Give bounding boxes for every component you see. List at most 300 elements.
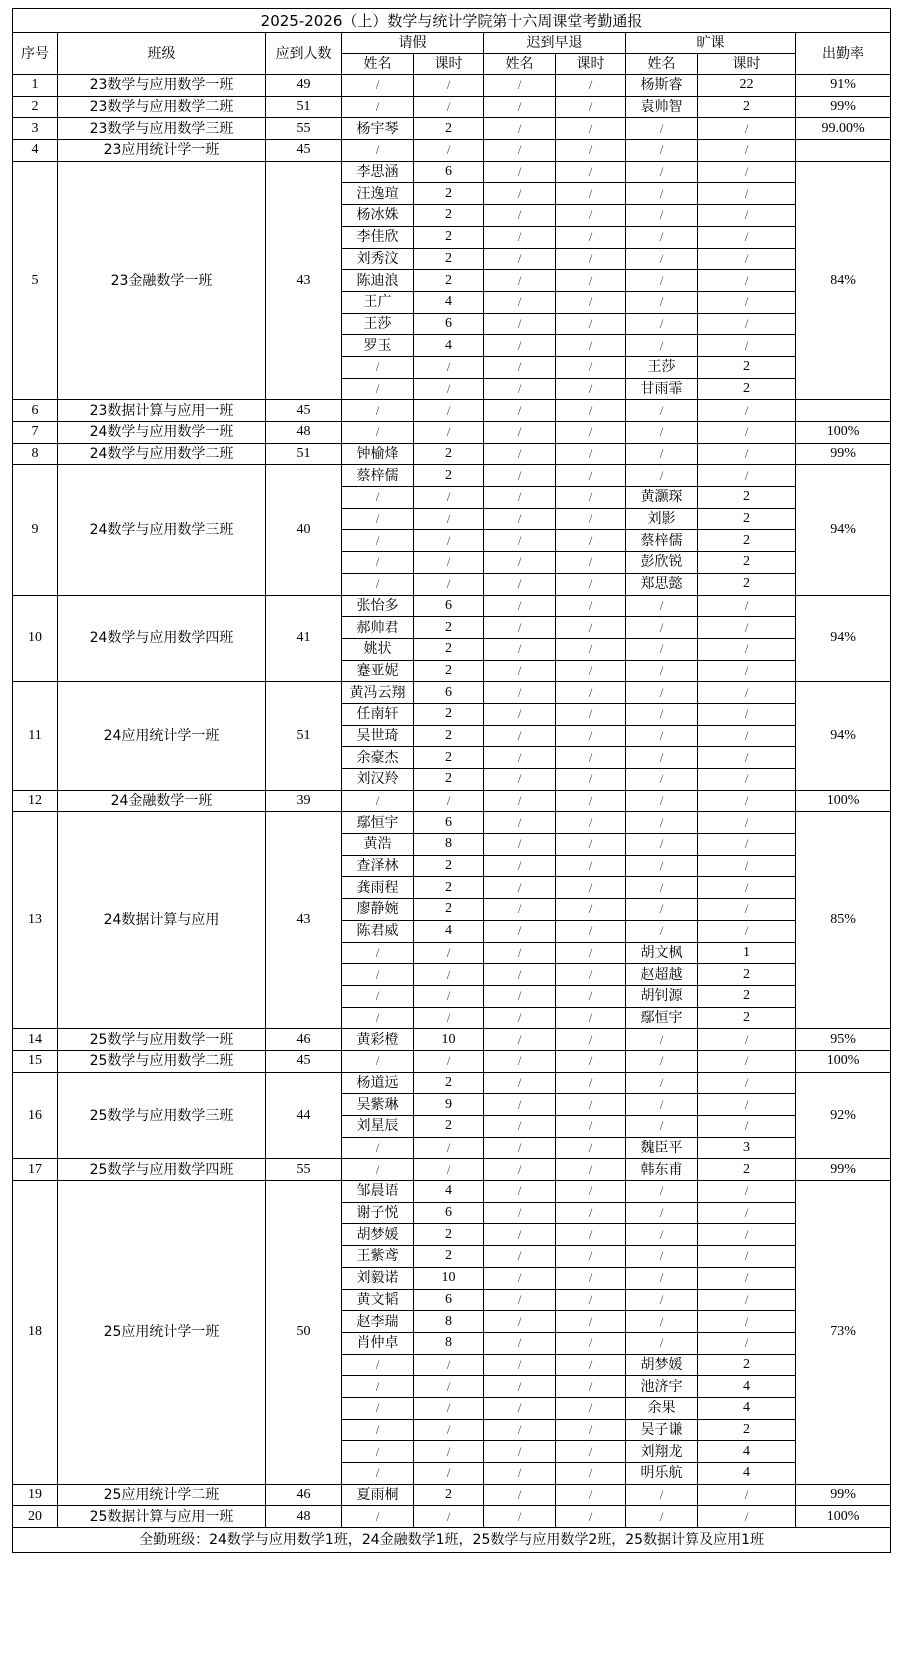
leave-name-cell: 肖仲卓 bbox=[342, 1332, 414, 1354]
leave-hours-cell: 2 bbox=[414, 205, 484, 227]
late-hours-cell: / bbox=[556, 790, 626, 812]
leave-hours-cell: 2 bbox=[414, 183, 484, 205]
no-cell: 18 bbox=[13, 1181, 58, 1485]
late-hours-cell: / bbox=[556, 1441, 626, 1463]
leave-name-cell: 黄文韬 bbox=[342, 1289, 414, 1311]
no-cell: 7 bbox=[13, 422, 58, 444]
table-row bbox=[13, 422, 891, 444]
late-name-cell: / bbox=[484, 1116, 556, 1138]
absent-hours-cell: / bbox=[698, 855, 796, 877]
absent-hours-cell: 2 bbox=[698, 985, 796, 1007]
late-name-cell: / bbox=[484, 465, 556, 487]
leave-name-cell: / bbox=[342, 1397, 414, 1419]
leave-name-cell: 邹晨语 bbox=[342, 1181, 414, 1203]
late-hours-cell: / bbox=[556, 400, 626, 422]
leave-hours-cell: / bbox=[414, 487, 484, 509]
class-cell: 23数学与应用数学一班 bbox=[58, 75, 266, 97]
absent-name-cell: / bbox=[626, 422, 698, 444]
no-cell: 1 bbox=[13, 75, 58, 97]
leave-hours-cell: / bbox=[414, 1050, 484, 1072]
late-name-cell: / bbox=[484, 552, 556, 574]
table-body bbox=[13, 9, 891, 1553]
leave-name-cell: 蔡梓儒 bbox=[342, 465, 414, 487]
late-hours-cell: / bbox=[556, 1007, 626, 1029]
leave-name-cell: / bbox=[342, 985, 414, 1007]
absent-name-cell: / bbox=[626, 1029, 698, 1051]
late-hours-cell: / bbox=[556, 270, 626, 292]
absent-name-cell: 胡梦媛 bbox=[626, 1354, 698, 1376]
absent-hours-cell: / bbox=[698, 877, 796, 899]
absent-name-cell: / bbox=[626, 1289, 698, 1311]
late-name-cell: / bbox=[484, 1224, 556, 1246]
late-name-cell: / bbox=[484, 508, 556, 530]
absent-hours-cell: 22 bbox=[698, 75, 796, 97]
leave-name-cell: 刘毅诺 bbox=[342, 1267, 414, 1289]
absent-name-cell: / bbox=[626, 1246, 698, 1268]
late-name-cell: / bbox=[484, 1332, 556, 1354]
leave-name-cell: 余豪杰 bbox=[342, 747, 414, 769]
absent-name-cell: 魏臣平 bbox=[626, 1137, 698, 1159]
header-expected: 应到人数 bbox=[266, 33, 342, 75]
header-late: 迟到早退 bbox=[484, 33, 626, 54]
leave-name-cell: / bbox=[342, 1137, 414, 1159]
late-hours-cell: / bbox=[556, 1289, 626, 1311]
leave-name-cell: / bbox=[342, 1159, 414, 1181]
leave-hours-cell: 2 bbox=[414, 118, 484, 140]
leave-hours-cell: 2 bbox=[414, 899, 484, 921]
late-hours-cell: / bbox=[556, 422, 626, 444]
leave-hours-cell: 2 bbox=[414, 769, 484, 791]
header-absent: 旷课 bbox=[626, 33, 796, 54]
rate-cell: 91% bbox=[796, 75, 891, 97]
late-name-cell: / bbox=[484, 617, 556, 639]
expected-cell: 45 bbox=[266, 1050, 342, 1072]
header-absent-name: 姓名 bbox=[626, 54, 698, 75]
leave-name-cell: 陈君威 bbox=[342, 920, 414, 942]
expected-cell: 41 bbox=[266, 595, 342, 682]
absent-hours-cell: / bbox=[698, 248, 796, 270]
header-leave: 请假 bbox=[342, 33, 484, 54]
absent-name-cell: / bbox=[626, 899, 698, 921]
late-name-cell: / bbox=[484, 1463, 556, 1485]
table-row bbox=[13, 400, 891, 422]
absent-hours-cell: / bbox=[698, 660, 796, 682]
leave-hours-cell: 10 bbox=[414, 1267, 484, 1289]
leave-hours-cell: 9 bbox=[414, 1094, 484, 1116]
late-name-cell: / bbox=[484, 422, 556, 444]
late-name-cell: / bbox=[484, 1311, 556, 1333]
late-name-cell: / bbox=[484, 595, 556, 617]
late-name-cell: / bbox=[484, 964, 556, 986]
expected-cell: 46 bbox=[266, 1484, 342, 1506]
table-row bbox=[13, 1506, 891, 1528]
expected-cell: 48 bbox=[266, 1506, 342, 1528]
leave-hours-cell: / bbox=[414, 75, 484, 97]
absent-hours-cell: / bbox=[698, 291, 796, 313]
late-name-cell: / bbox=[484, 638, 556, 660]
late-name-cell: / bbox=[484, 1029, 556, 1051]
absent-hours-cell: / bbox=[698, 1202, 796, 1224]
late-name-cell: / bbox=[484, 1094, 556, 1116]
leave-name-cell: 罗玉 bbox=[342, 335, 414, 357]
table-row bbox=[13, 1072, 891, 1094]
expected-cell: 55 bbox=[266, 118, 342, 140]
absent-name-cell: / bbox=[626, 790, 698, 812]
leave-name-cell: / bbox=[342, 1050, 414, 1072]
absent-hours-cell: / bbox=[698, 1094, 796, 1116]
absent-hours-cell: / bbox=[698, 1029, 796, 1051]
header-leave-name: 姓名 bbox=[342, 54, 414, 75]
absent-hours-cell: / bbox=[698, 725, 796, 747]
no-cell: 5 bbox=[13, 161, 58, 400]
rate-cell bbox=[796, 140, 891, 162]
no-cell: 17 bbox=[13, 1159, 58, 1181]
absent-name-cell: / bbox=[626, 725, 698, 747]
leave-hours-cell: 2 bbox=[414, 1072, 484, 1094]
late-hours-cell: / bbox=[556, 855, 626, 877]
leave-name-cell: 张怡多 bbox=[342, 595, 414, 617]
no-cell: 13 bbox=[13, 812, 58, 1029]
late-name-cell: / bbox=[484, 487, 556, 509]
leave-name-cell: / bbox=[342, 942, 414, 964]
table-row bbox=[13, 1050, 891, 1072]
leave-hours-cell: / bbox=[414, 552, 484, 574]
no-cell: 14 bbox=[13, 1029, 58, 1051]
rate-cell: 73% bbox=[796, 1181, 891, 1485]
late-name-cell: / bbox=[484, 942, 556, 964]
no-cell: 10 bbox=[13, 595, 58, 682]
class-cell: 23数据计算与应用一班 bbox=[58, 400, 266, 422]
absent-hours-cell: 3 bbox=[698, 1137, 796, 1159]
leave-name-cell: / bbox=[342, 1007, 414, 1029]
late-hours-cell: / bbox=[556, 573, 626, 595]
class-cell: 23应用统计学一班 bbox=[58, 140, 266, 162]
absent-name-cell: 韩东甫 bbox=[626, 1159, 698, 1181]
class-cell: 24数学与应用数学三班 bbox=[58, 465, 266, 595]
late-hours-cell: / bbox=[556, 812, 626, 834]
expected-cell: 50 bbox=[266, 1181, 342, 1485]
no-cell: 8 bbox=[13, 443, 58, 465]
leave-hours-cell: / bbox=[414, 790, 484, 812]
rate-cell: 99% bbox=[796, 96, 891, 118]
leave-name-cell: 吴紫琳 bbox=[342, 1094, 414, 1116]
no-cell: 20 bbox=[13, 1506, 58, 1528]
leave-name-cell: / bbox=[342, 552, 414, 574]
leave-hours-cell: / bbox=[414, 1419, 484, 1441]
table-row bbox=[13, 682, 891, 704]
late-name-cell: / bbox=[484, 118, 556, 140]
leave-name-cell: / bbox=[342, 75, 414, 97]
header-absent-hours: 课时 bbox=[698, 54, 796, 75]
leave-name-cell: / bbox=[342, 378, 414, 400]
late-hours-cell: / bbox=[556, 118, 626, 140]
header-row-1 bbox=[13, 33, 891, 54]
expected-cell: 45 bbox=[266, 140, 342, 162]
absent-hours-cell: 2 bbox=[698, 508, 796, 530]
late-name-cell: / bbox=[484, 1159, 556, 1181]
leave-name-cell: / bbox=[342, 790, 414, 812]
late-name-cell: / bbox=[484, 703, 556, 725]
absent-hours-cell: / bbox=[698, 790, 796, 812]
class-cell: 25应用统计学二班 bbox=[58, 1484, 266, 1506]
absent-name-cell: / bbox=[626, 1332, 698, 1354]
late-name-cell: / bbox=[484, 1181, 556, 1203]
class-cell: 23金融数学一班 bbox=[58, 161, 266, 400]
absent-hours-cell: / bbox=[698, 183, 796, 205]
leave-name-cell: 黄彩橙 bbox=[342, 1029, 414, 1051]
late-hours-cell: / bbox=[556, 703, 626, 725]
absent-name-cell: / bbox=[626, 703, 698, 725]
leave-name-cell: 廖静婉 bbox=[342, 899, 414, 921]
leave-name-cell: 杨冰姝 bbox=[342, 205, 414, 227]
leave-hours-cell: 2 bbox=[414, 465, 484, 487]
absent-name-cell: / bbox=[626, 1072, 698, 1094]
late-hours-cell: / bbox=[556, 96, 626, 118]
absent-hours-cell: / bbox=[698, 1050, 796, 1072]
leave-hours-cell: 2 bbox=[414, 617, 484, 639]
absent-hours-cell: / bbox=[698, 1332, 796, 1354]
leave-hours-cell: 2 bbox=[414, 226, 484, 248]
no-cell: 4 bbox=[13, 140, 58, 162]
late-name-cell: / bbox=[484, 140, 556, 162]
attendance-table bbox=[12, 8, 891, 1553]
absent-hours-cell: 2 bbox=[698, 96, 796, 118]
absent-name-cell: 胡钊源 bbox=[626, 985, 698, 1007]
late-hours-cell: / bbox=[556, 1159, 626, 1181]
late-hours-cell: / bbox=[556, 465, 626, 487]
absent-hours-cell: / bbox=[698, 443, 796, 465]
table-row bbox=[13, 75, 891, 97]
absent-hours-cell: 4 bbox=[698, 1376, 796, 1398]
absent-hours-cell: 2 bbox=[698, 552, 796, 574]
leave-hours-cell: 2 bbox=[414, 660, 484, 682]
late-name-cell: / bbox=[484, 1289, 556, 1311]
absent-name-cell: / bbox=[626, 812, 698, 834]
late-hours-cell: / bbox=[556, 1419, 626, 1441]
absent-hours-cell: / bbox=[698, 682, 796, 704]
leave-name-cell: 鄢恒宇 bbox=[342, 812, 414, 834]
table-row bbox=[13, 1159, 891, 1181]
late-hours-cell: / bbox=[556, 725, 626, 747]
leave-hours-cell: 2 bbox=[414, 877, 484, 899]
leave-name-cell: 刘秀汶 bbox=[342, 248, 414, 270]
expected-cell: 39 bbox=[266, 790, 342, 812]
leave-hours-cell: 8 bbox=[414, 1332, 484, 1354]
late-hours-cell: / bbox=[556, 964, 626, 986]
rate-cell: 94% bbox=[796, 595, 891, 682]
leave-hours-cell: / bbox=[414, 1376, 484, 1398]
late-hours-cell: / bbox=[556, 1354, 626, 1376]
leave-hours-cell: / bbox=[414, 96, 484, 118]
late-name-cell: / bbox=[484, 400, 556, 422]
leave-name-cell: / bbox=[342, 1354, 414, 1376]
absent-hours-cell: / bbox=[698, 638, 796, 660]
absent-hours-cell: / bbox=[698, 920, 796, 942]
late-name-cell: / bbox=[484, 920, 556, 942]
absent-hours-cell: / bbox=[698, 834, 796, 856]
absent-hours-cell: / bbox=[698, 747, 796, 769]
expected-cell: 40 bbox=[266, 465, 342, 595]
absent-name-cell: / bbox=[626, 638, 698, 660]
leave-name-cell: / bbox=[342, 573, 414, 595]
late-hours-cell: / bbox=[556, 1072, 626, 1094]
table-row bbox=[13, 96, 891, 118]
absent-hours-cell: / bbox=[698, 769, 796, 791]
late-hours-cell: / bbox=[556, 1463, 626, 1485]
no-cell: 9 bbox=[13, 465, 58, 595]
late-hours-cell: / bbox=[556, 638, 626, 660]
absent-hours-cell: / bbox=[698, 118, 796, 140]
absent-hours-cell: / bbox=[698, 1506, 796, 1528]
rate-cell: 94% bbox=[796, 682, 891, 790]
leave-name-cell: 钟榆烽 bbox=[342, 443, 414, 465]
leave-hours-cell: 2 bbox=[414, 703, 484, 725]
absent-hours-cell: 2 bbox=[698, 1159, 796, 1181]
late-hours-cell: / bbox=[556, 920, 626, 942]
leave-name-cell: 胡梦媛 bbox=[342, 1224, 414, 1246]
late-hours-cell: / bbox=[556, 682, 626, 704]
expected-cell: 49 bbox=[266, 75, 342, 97]
expected-cell: 45 bbox=[266, 400, 342, 422]
rate-cell: 99% bbox=[796, 1484, 891, 1506]
leave-name-cell: 查泽林 bbox=[342, 855, 414, 877]
absent-hours-cell: / bbox=[698, 1311, 796, 1333]
rate-cell: 100% bbox=[796, 1506, 891, 1528]
class-cell: 25数学与应用数学四班 bbox=[58, 1159, 266, 1181]
leave-name-cell: / bbox=[342, 422, 414, 444]
late-hours-cell: / bbox=[556, 877, 626, 899]
absent-name-cell: / bbox=[626, 1506, 698, 1528]
leave-name-cell: / bbox=[342, 1463, 414, 1485]
table-row bbox=[13, 1484, 891, 1506]
leave-hours-cell: 6 bbox=[414, 1202, 484, 1224]
table-row bbox=[13, 812, 891, 834]
leave-hours-cell: 10 bbox=[414, 1029, 484, 1051]
late-name-cell: / bbox=[484, 1397, 556, 1419]
leave-name-cell: / bbox=[342, 1506, 414, 1528]
absent-name-cell: / bbox=[626, 1224, 698, 1246]
late-hours-cell: / bbox=[556, 487, 626, 509]
absent-name-cell: / bbox=[626, 291, 698, 313]
leave-hours-cell: 6 bbox=[414, 682, 484, 704]
absent-name-cell: / bbox=[626, 1202, 698, 1224]
late-hours-cell: / bbox=[556, 617, 626, 639]
absent-hours-cell: / bbox=[698, 899, 796, 921]
late-name-cell: / bbox=[484, 205, 556, 227]
class-cell: 24金融数学一班 bbox=[58, 790, 266, 812]
leave-name-cell: / bbox=[342, 96, 414, 118]
late-name-cell: / bbox=[484, 682, 556, 704]
late-name-cell: / bbox=[484, 834, 556, 856]
table-row bbox=[13, 465, 891, 487]
absent-name-cell: 胡文枫 bbox=[626, 942, 698, 964]
late-name-cell: / bbox=[484, 660, 556, 682]
leave-hours-cell: 6 bbox=[414, 595, 484, 617]
late-name-cell: / bbox=[484, 1441, 556, 1463]
absent-name-cell: / bbox=[626, 617, 698, 639]
absent-name-cell: / bbox=[626, 834, 698, 856]
absent-hours-cell: / bbox=[698, 205, 796, 227]
late-hours-cell: / bbox=[556, 248, 626, 270]
late-hours-cell: / bbox=[556, 899, 626, 921]
leave-name-cell: / bbox=[342, 487, 414, 509]
no-cell: 12 bbox=[13, 790, 58, 812]
late-name-cell: / bbox=[484, 356, 556, 378]
leave-hours-cell: / bbox=[414, 1007, 484, 1029]
header-rate: 出勤率 bbox=[796, 33, 891, 75]
late-name-cell: / bbox=[484, 1137, 556, 1159]
late-hours-cell: / bbox=[556, 660, 626, 682]
late-hours-cell: / bbox=[556, 313, 626, 335]
leave-name-cell: 夏雨桐 bbox=[342, 1484, 414, 1506]
leave-hours-cell: / bbox=[414, 422, 484, 444]
absent-hours-cell: 4 bbox=[698, 1463, 796, 1485]
late-hours-cell: / bbox=[556, 595, 626, 617]
title-row bbox=[13, 9, 891, 33]
leave-hours-cell: / bbox=[414, 942, 484, 964]
table-row bbox=[13, 161, 891, 183]
late-name-cell: / bbox=[484, 1007, 556, 1029]
late-name-cell: / bbox=[484, 812, 556, 834]
leave-hours-cell: 2 bbox=[414, 270, 484, 292]
class-cell: 23数学与应用数学二班 bbox=[58, 96, 266, 118]
leave-name-cell: 姚状 bbox=[342, 638, 414, 660]
absent-name-cell: / bbox=[626, 1116, 698, 1138]
leave-hours-cell: 2 bbox=[414, 443, 484, 465]
absent-name-cell: / bbox=[626, 465, 698, 487]
late-hours-cell: / bbox=[556, 747, 626, 769]
absent-hours-cell: 2 bbox=[698, 487, 796, 509]
class-cell: 24数学与应用数学四班 bbox=[58, 595, 266, 682]
absent-name-cell: / bbox=[626, 1267, 698, 1289]
absent-name-cell: / bbox=[626, 747, 698, 769]
absent-hours-cell: / bbox=[698, 400, 796, 422]
absent-hours-cell: / bbox=[698, 422, 796, 444]
absent-hours-cell: / bbox=[698, 335, 796, 357]
footer-row bbox=[13, 1528, 891, 1553]
absent-name-cell: 甘雨霏 bbox=[626, 378, 698, 400]
late-hours-cell: / bbox=[556, 1224, 626, 1246]
late-hours-cell: / bbox=[556, 1202, 626, 1224]
no-cell: 11 bbox=[13, 682, 58, 790]
leave-name-cell: 黄冯云翔 bbox=[342, 682, 414, 704]
leave-name-cell: 汪逸瑄 bbox=[342, 183, 414, 205]
leave-name-cell: 谢子悦 bbox=[342, 1202, 414, 1224]
absent-hours-cell: / bbox=[698, 313, 796, 335]
absent-hours-cell: / bbox=[698, 226, 796, 248]
leave-name-cell: / bbox=[342, 1419, 414, 1441]
no-cell: 6 bbox=[13, 400, 58, 422]
rate-cell: 84% bbox=[796, 161, 891, 400]
late-name-cell: / bbox=[484, 313, 556, 335]
leave-hours-cell: / bbox=[414, 1506, 484, 1528]
absent-name-cell: / bbox=[626, 920, 698, 942]
leave-name-cell: 任南轩 bbox=[342, 703, 414, 725]
late-name-cell: / bbox=[484, 291, 556, 313]
late-name-cell: / bbox=[484, 75, 556, 97]
table-row bbox=[13, 140, 891, 162]
leave-hours-cell: 2 bbox=[414, 638, 484, 660]
absent-name-cell: / bbox=[626, 226, 698, 248]
expected-cell: 43 bbox=[266, 161, 342, 400]
absent-hours-cell: / bbox=[698, 703, 796, 725]
table-row bbox=[13, 595, 891, 617]
leave-name-cell: / bbox=[342, 1376, 414, 1398]
leave-hours-cell: / bbox=[414, 985, 484, 1007]
late-hours-cell: / bbox=[556, 1376, 626, 1398]
absent-hours-cell: / bbox=[698, 1267, 796, 1289]
absent-name-cell: 郑思懿 bbox=[626, 573, 698, 595]
